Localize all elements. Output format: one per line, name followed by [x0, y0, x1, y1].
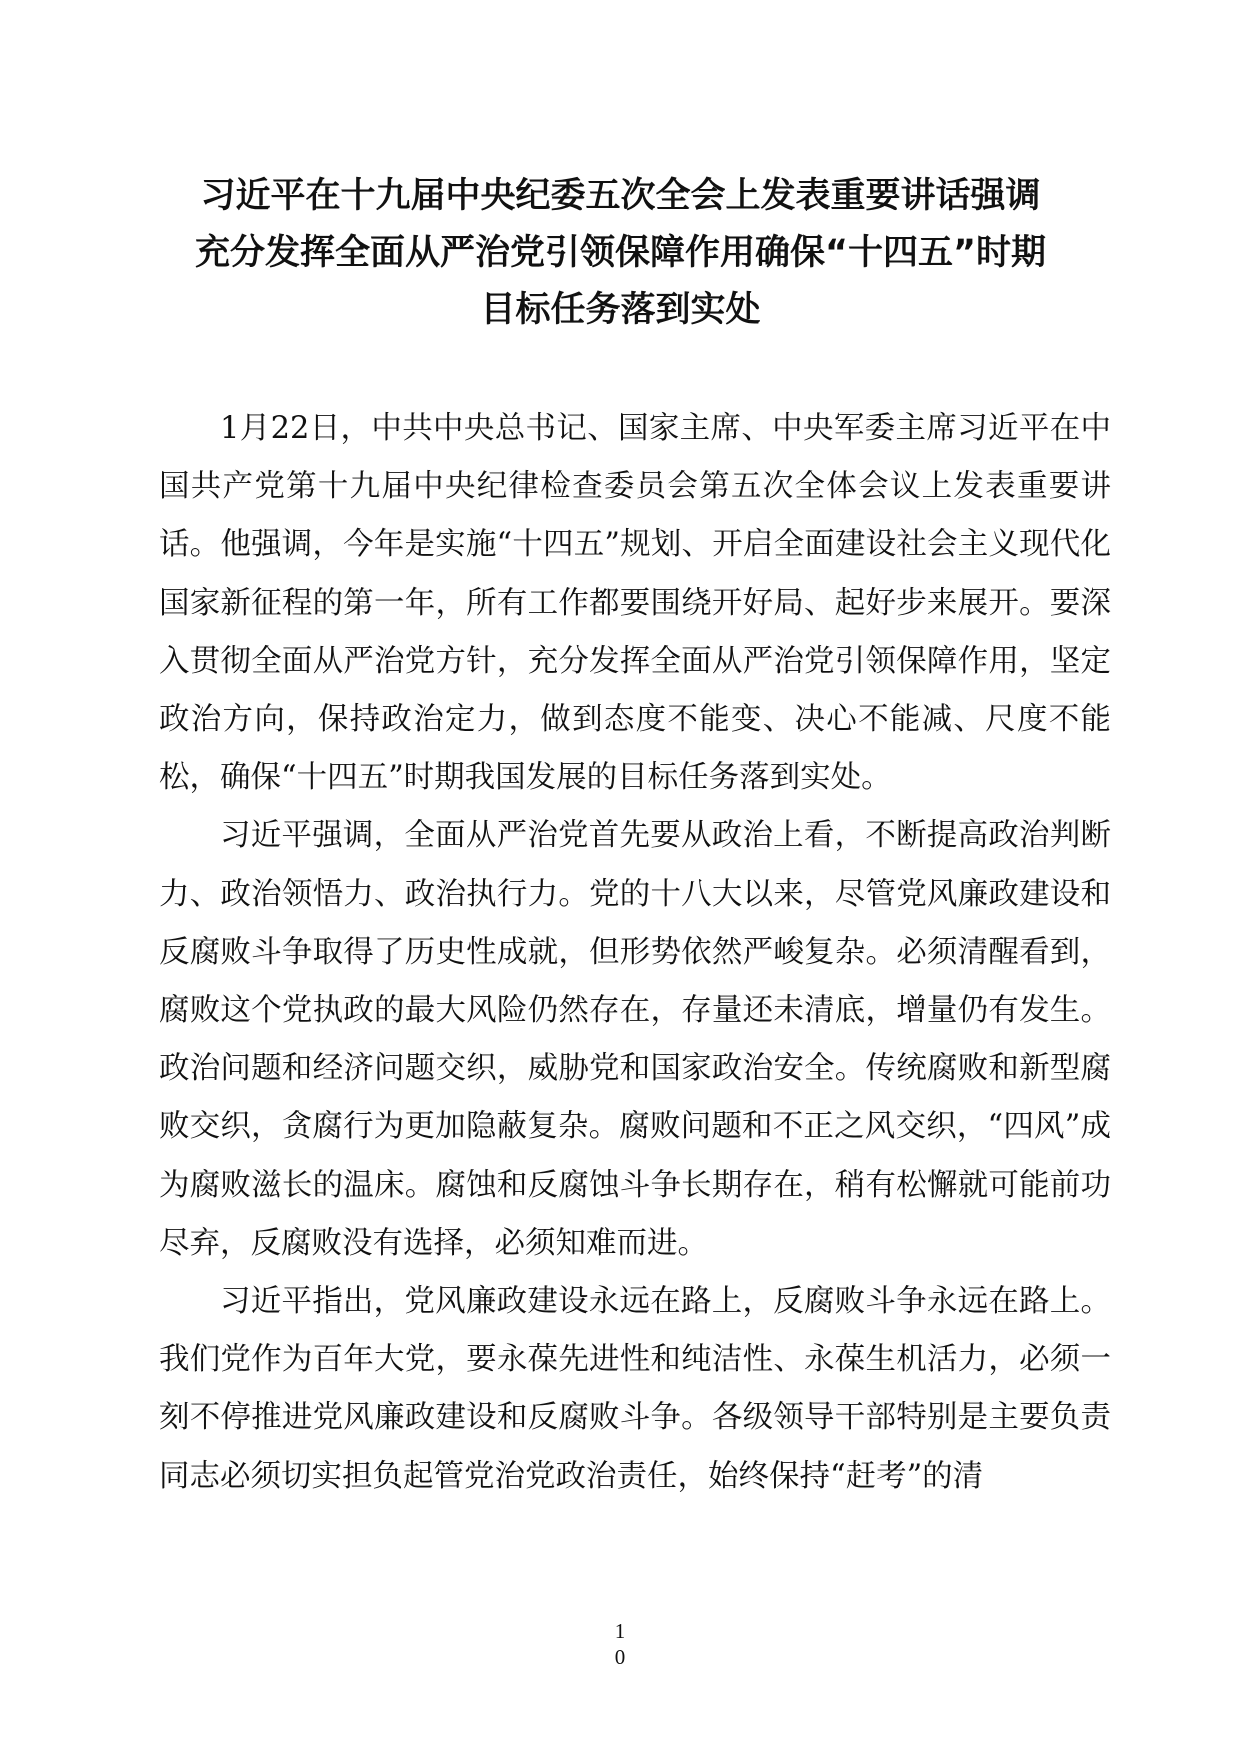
title-line-2: 充分发挥全面从严治党引领保障作用确保“十四五”时期: [194, 233, 1046, 273]
page-number-digit-1: 1: [614, 1619, 626, 1643]
article-title: [150, 168, 1091, 339]
title-line-1: 习近平在十九届中央纪委五次全会上发表重要讲话强调: [200, 176, 1041, 216]
title-line-3: 目标任务落到实处: [480, 290, 761, 330]
paragraph-2: 习近平强调，全面从严治党首先要从政治上看，不断提高政治判断力、政治领悟力、政治执行力。党的十八大以来，尽管党风廉政建设和反腐败斗争取得了历史性成就，但形势依然严峻复杂。必须清醒看到，腐败这个党执政的最大风险仍然存在，存量还未清底，增量仍有发生。政治问题和经济问题交织，威胁党和国家政治安全。传统腐败和新型腐败交织，贪腐行为更加隐蔽复杂。腐败问题和不正之风交织，“四风”成为腐败滋长的温床。腐蚀和反腐蚀斗争长期存在，稍有松懈就可能前功尽弃，反腐败没有选择，必须知难而进。: [159, 818, 1111, 1261]
page-number-digit-2: 0: [614, 1645, 626, 1669]
page-number: [600, 1618, 640, 1670]
paragraph-1: 1月22日，中共中央总书记、国家主席、中央军委主席习近平在中国共产党第十九届中央纪律检查委员会第五次全体会议上发表重要讲话。他强调，今年是实施“十四五”规划、开启全面建设社会主义现代化国家新征程的第一年，所有工作都要围绕开好局、起好步来展开。要深入贯彻全面从严治党方针，充分发挥全面从严治党引领保障作用，坚定政治方向，保持政治定力，做到态度不能变、决心不能减、尺度不能松，确保“十四五”时期我国发展的目标任务落到实处。: [159, 411, 1111, 796]
article-body: [159, 400, 1111, 1506]
paragraph-3: 习近平指出，党风廉政建设永远在路上，反腐败斗争永远在路上。我们党作为百年大党，要永葆先进性和纯洁性、永葆生机活力，必须一刻不停推进党风廉政建设和反腐败斗争。各级领导干部特别是主要负责同志必须切实担负起管党治党政治责任，始终保持“赶考”的清: [159, 1284, 1111, 1494]
